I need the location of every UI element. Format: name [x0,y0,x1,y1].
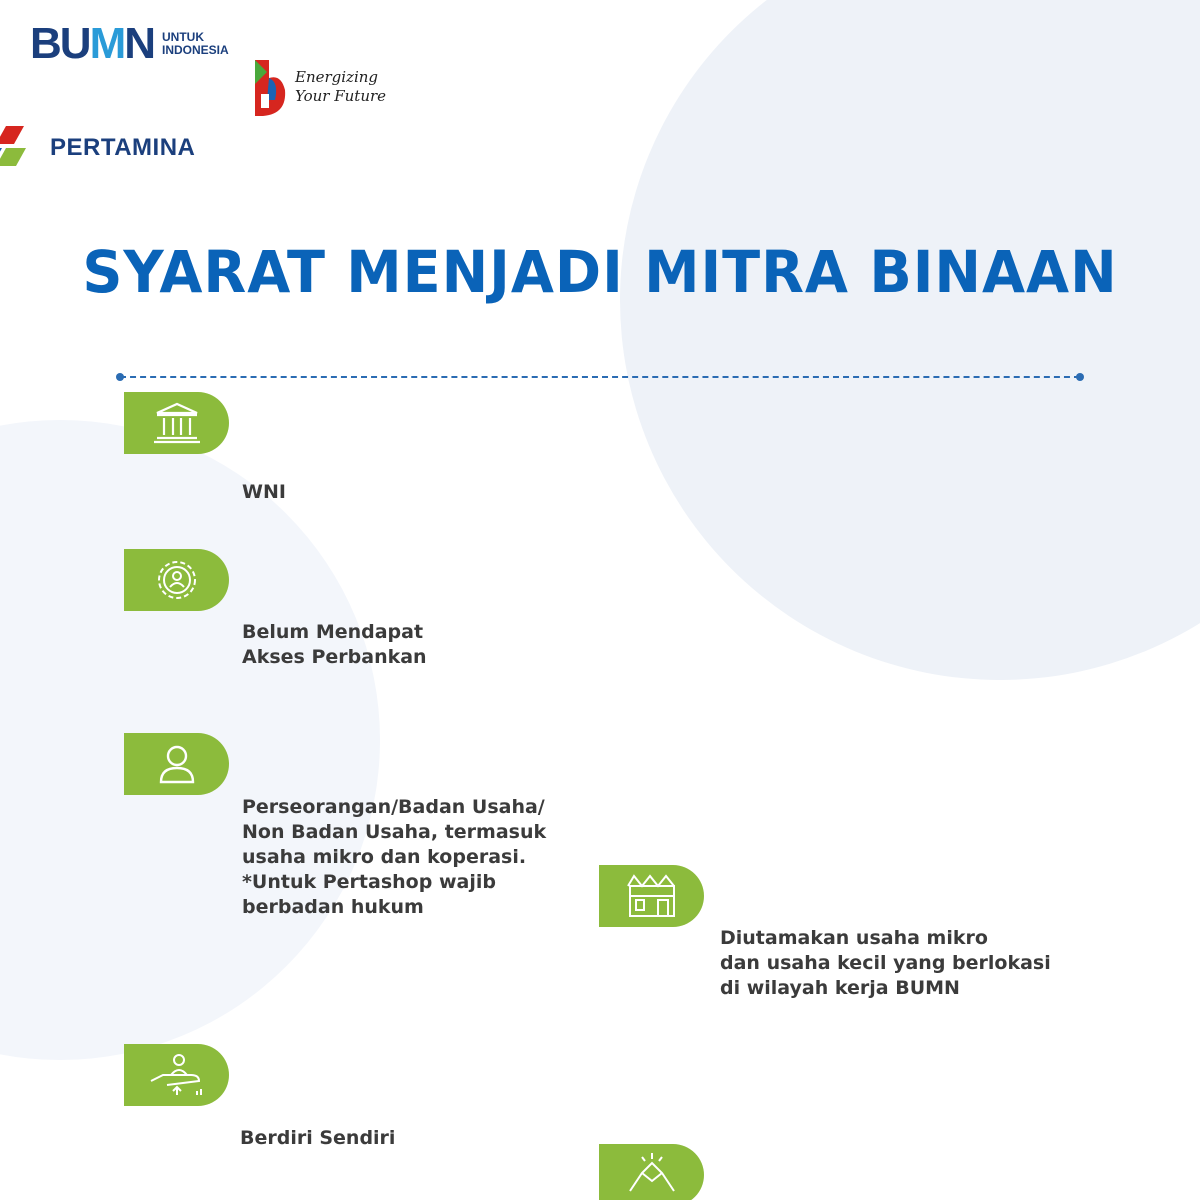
top-divider [120,376,1080,378]
pertamina-emblem-icon [0,122,42,174]
person-gear-icon-badge [124,549,229,611]
page-title: SYARAT MENJADI MITRA BINAAN [82,238,1118,306]
pertamina-wordmark: PERTAMINA [50,134,196,161]
handshake-icon-badge [599,1144,704,1200]
tagline-line1: Energizing [295,68,379,86]
shop-icon-badge [599,865,704,927]
building-icon [151,401,203,445]
person-gear-icon [151,554,203,606]
req-belum-akses: Belum Mendapat Akses Perbankan [242,621,427,668]
person-icon-badge [124,733,229,795]
req-diutamakan: Diutamakan usaha mikro dan usaha kecil yang berlokasi di wilayah kerja BUMN [720,927,1051,999]
tagline-line2: Your Future [295,87,387,105]
bumn-sub-line1: UNTUK [162,30,204,44]
shop-icon [624,872,680,920]
req-wni: WNI [242,481,286,503]
person-icon [151,738,203,790]
bumn-sub-line2: INDONESIA [162,43,229,57]
req-perseorangan: Perseorangan/Badan Usaha/ Non Badan Usaha, termasuk usaha mikro dan koperasi. *Untuk Pertashop wajib berbadan hukum [242,796,547,918]
pertamina-logo [0,122,1176,174]
energizing-logo [245,56,1200,118]
hand-person-icon [147,1051,207,1099]
handshake-icon [624,1151,680,1199]
req-berdiri-sendiri: Berdiri Sendiri [240,1127,396,1149]
bumn-logo-word: BUMN [30,19,154,68]
bumn-swirl-icon [245,56,289,118]
hand-person-icon-badge [124,1044,229,1106]
building-icon-badge [124,392,229,454]
